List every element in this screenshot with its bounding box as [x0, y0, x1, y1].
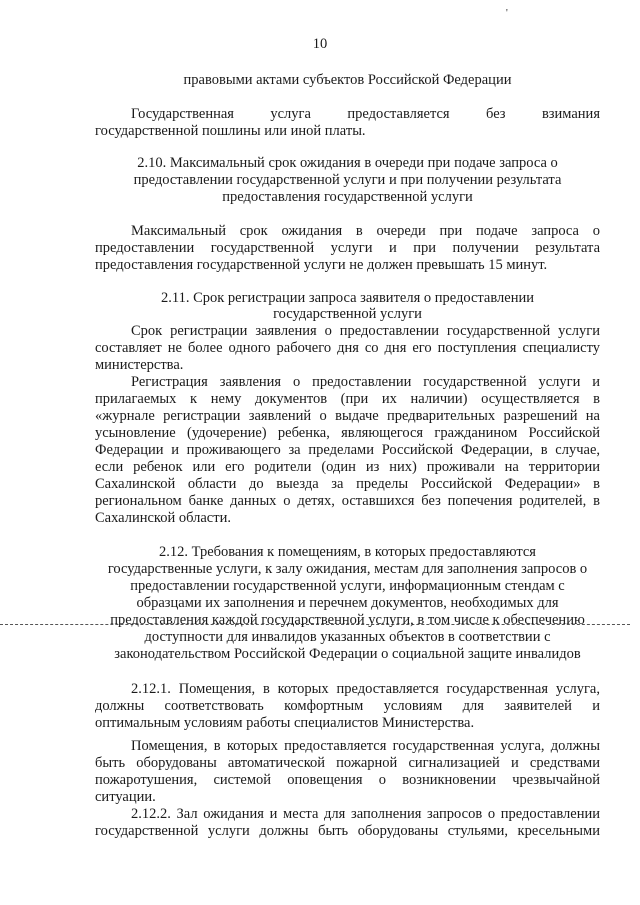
text-line: региональном банке данных о детях, оставшихся без попечения родителей, в [95, 493, 600, 509]
section-heading: 2.11. Срок регистрации запроса заявителя о предоставлении [161, 290, 534, 306]
section-heading: государственные услуги, к залу ожидания, местам для заполнения запросов о [107, 561, 588, 577]
text-line: Федерации и проживающего за пределами Российской Федерации, в случае, [95, 442, 600, 458]
section-heading: образцами их заполнения и перечнем документов, необходимых для [136, 595, 559, 611]
text-line: пожаротушения, системой оповещения о возникновении чрезвычайной [95, 772, 600, 788]
text-line: должны соответствовать комфортным условиям для заявителей и [95, 698, 600, 714]
text-line: быть оборудованы автоматической пожарной сигнализацией и средствами [95, 755, 600, 771]
section-heading: доступности для инвалидов указанных объектов в соответствии с [144, 629, 551, 645]
text-line: правовыми актами субъектов Российской Федерации [183, 72, 512, 88]
text-line: 2.12.2. Зал ожидания и места для заполнения запросов о предоставлении [131, 806, 600, 822]
text-line: если ребенок или его родители (один из них) проживали на территории [95, 459, 600, 475]
text-line: 2.12.1. Помещения, в которых предоставляется государственная услуга, [131, 681, 600, 697]
text-line: «журнале регистрации заявлений о выдаче предварительных разрешений на [95, 408, 600, 424]
text-line: государственной услуги должны быть оборудованы стульями, кресельными [95, 823, 600, 839]
section-heading: 2.12. Требования к помещениям, в которых предоставляются [159, 544, 536, 560]
page-number: 10 [312, 36, 328, 52]
text-line: министерства. [95, 357, 184, 373]
text-line: Регистрация заявления о предоставлении государственной услуги и [131, 374, 600, 390]
stray-mark: ' [506, 8, 508, 19]
section-heading: законодательством Российской Федерации о социальной защите инвалидов [114, 646, 581, 662]
text-line: Помещения, в которых предоставляется государственная услуга, должны [131, 738, 600, 754]
section-heading: государственной услуги [273, 306, 422, 322]
text-line: предоставлении государственной услуги и при получении результата [95, 240, 600, 256]
section-heading: предоставлении государственной услуги, информационным стендам с [130, 578, 565, 594]
text-line: Максимальный срок ожидания в очереди при подаче запроса о [131, 223, 600, 239]
section-heading: 2.10. Максимальный срок ожидания в очереди при подаче запроса о [137, 155, 558, 171]
section-heading: предоставления государственной услуги [222, 189, 473, 205]
text-line: Сахалинской области. [95, 510, 231, 526]
text-line: ситуации. [95, 789, 156, 805]
text-line: прилагаемых к нему документов (при их наличии) осуществляется в [95, 391, 600, 407]
section-heading: предоставления каждой государственной услуги, в том числе к обеспечению [110, 612, 585, 628]
text-line: предоставления государственной услуги не должен превышать 15 минут. [95, 257, 548, 273]
text-line: Сахалинской области до выезда за пределы Российской Федерации» в [95, 476, 600, 492]
text-line: Государственная услуга предоставляется без взимания [131, 106, 600, 122]
text-line: усыновление (удочерение) ребенка, являющегося гражданином Российской [95, 425, 600, 441]
text-line: оптимальным условиям работы специалистов Министерства. [95, 715, 475, 731]
section-heading: предоставлении государственной услуги и при получении результата [133, 172, 562, 188]
text-line: Срок регистрации заявления о предоставлении государственной услуги [131, 323, 600, 339]
text-line: государственной пошлины или иной платы. [95, 123, 366, 139]
text-line: составляет не более одного рабочего дня со дня его поступления специалисту [95, 340, 600, 356]
